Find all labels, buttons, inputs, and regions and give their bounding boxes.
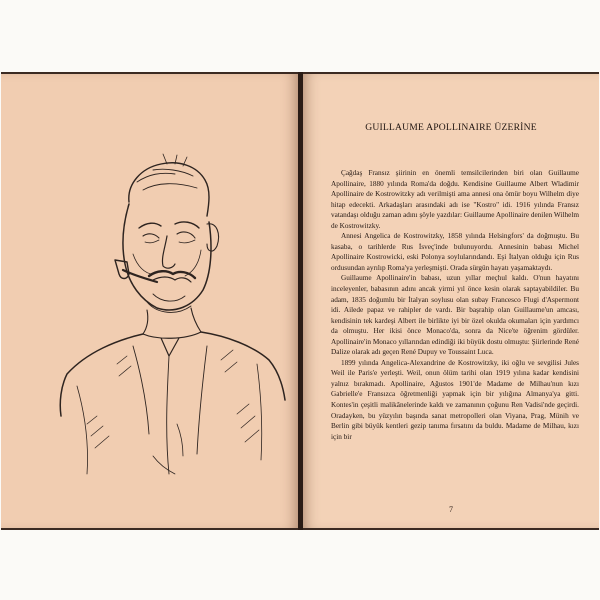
right-page <box>303 74 599 528</box>
body-text <box>331 168 579 442</box>
portrait-drawing <box>57 124 293 494</box>
open-book <box>1 72 599 530</box>
paragraph: Annesi Angelica de Kostrowitzky, 1858 yılında Helsingfors' da doğmuştu. Bu kasaba, o tarihlerde Rus İsveç'inde bulunuyordu. Annesinin babası Michel Apollinaire Kostrowicki, eski Polonya soylularındandı. Eşi İtalyan olduğu için Rus ordusundan ayrılıp Roma'ya yerleşmişti. Orada sürgün hayatı yaşamaktaydı. <box>331 232 579 272</box>
portrait-sketch <box>57 124 293 494</box>
paragraph: Çağdaş Fransız şiirinin en önemli temsilcilerinden biri olan Guillaume Apollinaire, 1880 yılında Roma'da doğdu. Kendisine Guillaume Albert Wladimir Apollinaire de Kostrowitzky adı verilmişti ama annesi ona ömür boyu Wilhelm diye hitap edecekti. Arkadaşları arasındaki adı ise "Kostro" idi. 1916 yılında Fransız vatandaşı olduğu zaman adını şöyle yazdılar: Guillaume Apollinaire denilen Wilhelm de Kostrowitzky. <box>331 169 579 230</box>
page-number: 7 <box>449 505 453 514</box>
chapter-title: GUILLAUME APOLLINAIRE ÜZERİNE <box>365 122 537 133</box>
paragraph: Guillaume Apollinaire'in babası, uzun yıllar meçhul kaldı. O'nun hayatını inceleyenler, babasının adını ancak yirmi yıl önce kesin olarak saptayabildiler. Bu adam, 1835 doğumlu bir İtalyan soylusu olan subay Francesco Flugi d'Aspermont idi. Ailede papaz ve rahipler de vardı. Bir başrahip olan Guillaume'un amcası, kendisinin tek kardeşi Albert ile birlikte iyi bir özel okulda okumaları için yardımcı da olmuştu. Her ikisi önce Monaco'da, sonra da Nice'te öğrenim gördüler. Apollinaire'in Monaco yıllarından edindiği iki büyük dostu olmuştu: Şiirlerinde René Dalize olarak adı geçen René Dupuy ve Toussaint Luca. <box>331 274 579 357</box>
left-page <box>1 74 298 528</box>
paragraph: 1899 yılında Angelica-Alexandrine de Kostrowitzky, iki oğlu ve sevgilisi Jules Weil ile Paris'e yerleşti. Weil, onun ölüm tarihi olan 1919 yılına kadar kendisini yalnız bırakmadı. Apollinaire, Ağustos 1901'de Madame de Milhau'nun kızı Gabrielle'e Fransızca öğretmenliği yapmak için bir yılığına Almanya'ya gitti. Kontes'in çeşitli malikânelerinde kaldı ve zamanının çoğunu Ren Vadisi'nde geçirdi. Oradayken, bu yüzyılın başında sanat metropolleri olan Viyana, Prag, Münih ve Berlin gibi büyük kentleri gezip tanıma fırsatını da buldu. Madame de Milhau, kızı için bir <box>331 358 579 441</box>
